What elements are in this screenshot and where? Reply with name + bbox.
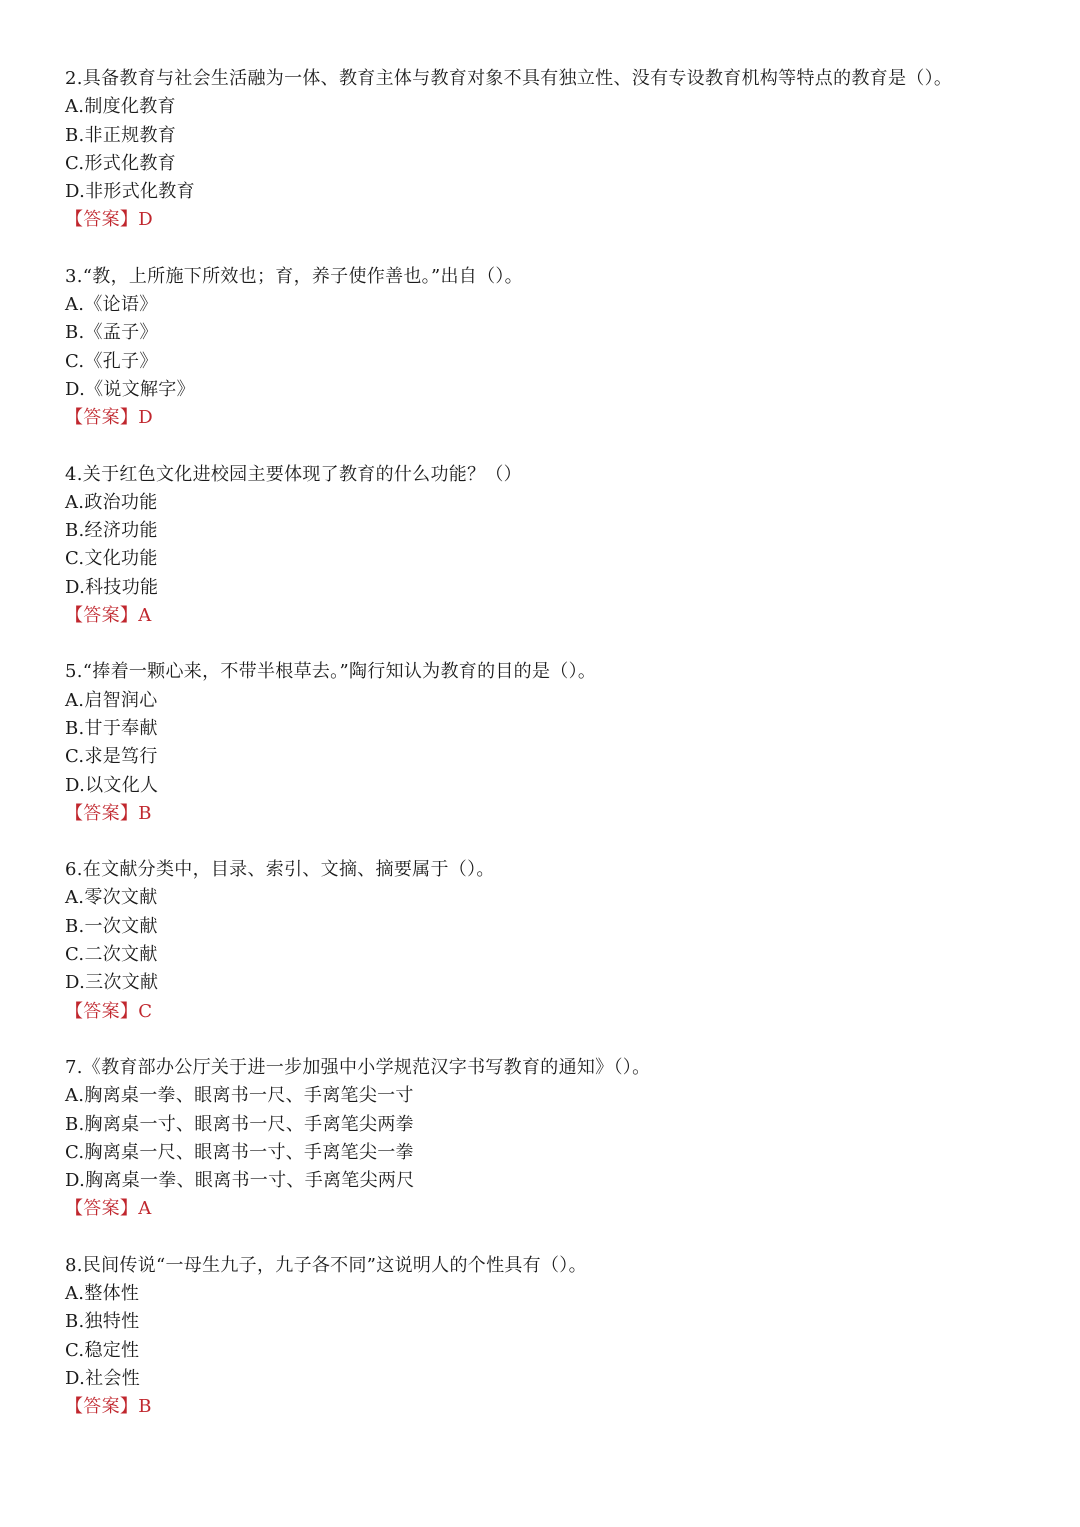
answer-value: C [138, 1000, 153, 1022]
option-c: C.求是笃行 [65, 746, 158, 768]
answer-label: 【答案】 [65, 209, 139, 231]
option-d: D.《说文解字》 [65, 378, 195, 400]
option-a: A.零次文献 [65, 887, 158, 909]
answer-line [65, 602, 1045, 630]
option-a: A.整体性 [65, 1282, 140, 1304]
answer-label: 【答案】 [65, 407, 139, 429]
answer-line [65, 1393, 1045, 1421]
option-d: D.胸离桌一拳、眼离书一寸、手离笔尖两尺 [65, 1170, 415, 1192]
answer-label: 【答案】 [65, 1396, 139, 1418]
answer-label: 【答案】 [65, 1198, 139, 1220]
answer-label: 【答案】 [65, 605, 139, 627]
question-stem: 6.在文献分类中，目录、索引、文摘、摘要属于（）。 [65, 859, 495, 881]
option-b: B.非正规教育 [65, 124, 177, 146]
answer-value: D [138, 407, 153, 429]
answer-value: D [138, 209, 153, 231]
answer-value: B [138, 802, 152, 824]
question-2 [65, 65, 1045, 235]
option-a: A.启智润心 [65, 689, 158, 711]
option-b: B.一次文献 [65, 915, 158, 937]
option-c: C.二次文献 [65, 944, 158, 966]
option-d: D.三次文献 [65, 972, 159, 994]
question-stem: 5.“捧着一颗心来，不带半根草去。”陶行知认为教育的目的是（）。 [65, 661, 597, 683]
question-stem: 7.《教育部办公厅关于进一步加强中小学规范汉字书写教育的通知》（）。 [65, 1056, 651, 1078]
answer-value: A [138, 1198, 152, 1220]
answer-line [65, 800, 1045, 828]
option-c: C.稳定性 [65, 1339, 140, 1361]
option-b: B.甘于奉献 [65, 717, 158, 739]
answer-line [65, 1195, 1045, 1223]
question-document [65, 65, 1045, 1449]
question-5 [65, 658, 1045, 828]
option-b: B.胸离桌一寸、眼离书一尺、手离笔尖两拳 [65, 1113, 414, 1135]
option-d: D.科技功能 [65, 576, 159, 598]
option-a: A.《论语》 [65, 294, 158, 316]
question-7 [65, 1054, 1045, 1224]
answer-line [65, 998, 1045, 1026]
option-b: B.《孟子》 [65, 322, 158, 344]
answer-label: 【答案】 [65, 1000, 139, 1022]
option-c: C.文化功能 [65, 548, 158, 570]
option-b: B.独特性 [65, 1311, 140, 1333]
question-stem: 3.“教，上所施下所效也；育，养子使作善也。”出自（）。 [65, 265, 523, 287]
question-4 [65, 461, 1045, 631]
option-b: B.经济功能 [65, 520, 158, 542]
option-d: D.社会性 [65, 1367, 141, 1389]
option-c: C.《孔子》 [65, 350, 158, 372]
option-a: A.胸离桌一拳、眼离书一尺、手离笔尖一寸 [65, 1085, 414, 1107]
option-d: D.非形式化教育 [65, 181, 195, 203]
option-c: C.胸离桌一尺、眼离书一寸、手离笔尖一拳 [65, 1141, 414, 1163]
question-3 [65, 263, 1045, 433]
question-stem: 4.关于红色文化进校园主要体现了教育的什么功能？（） [65, 463, 522, 485]
option-a: A.制度化教育 [65, 96, 176, 118]
answer-label: 【答案】 [65, 802, 139, 824]
answer-line [65, 404, 1045, 432]
answer-value: B [138, 1396, 152, 1418]
answer-line [65, 206, 1045, 234]
question-stem: 2.具备教育与社会生活融为一体、教育主体与教育对象不具有独立性、没有专设教育机构等特点的教育是（）。 [65, 68, 953, 89]
option-c: C.形式化教育 [65, 152, 176, 174]
question-8 [65, 1252, 1045, 1422]
answer-value: A [138, 605, 152, 627]
option-a: A.政治功能 [65, 491, 158, 513]
option-d: D.以文化人 [65, 774, 159, 796]
question-stem: 8.民间传说“一母生九子，九子各不同”这说明人的个性具有（）。 [65, 1254, 587, 1276]
question-6 [65, 856, 1045, 1026]
